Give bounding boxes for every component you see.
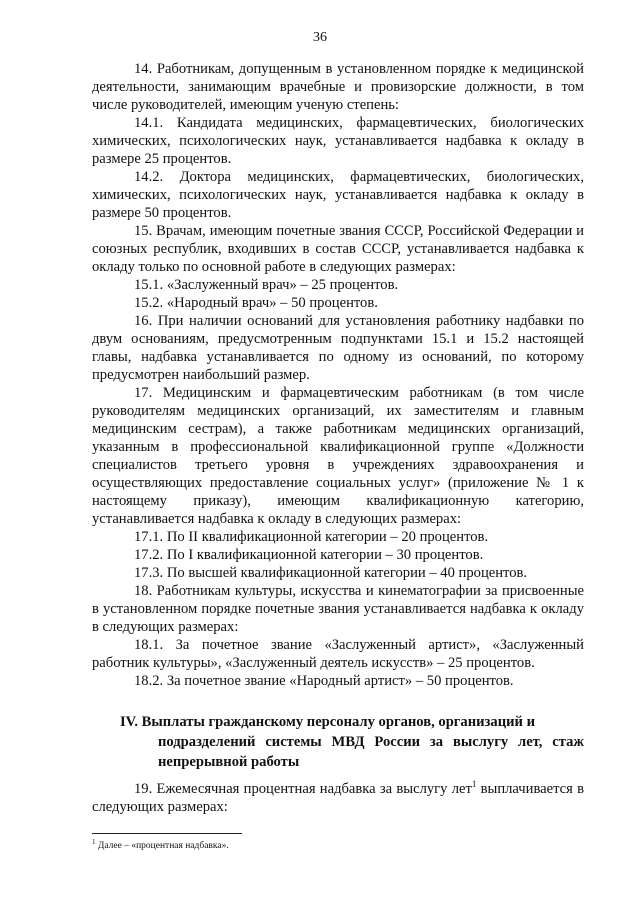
paragraph-16: 16. При наличии оснований для установления работнику надбавки по двум основаниям, предусмотренным подпунктами 15.1 и 15.2 настоящей главы, надбавка устанавливается по одному из оснований, по которому предусмотрен наибольший размер. bbox=[92, 313, 584, 383]
paragraph-17: 17. Медицинским и фармацевтическим работникам (в том числе руководителям медицинских организаций, их заместителям и главным медицинским сестрам), а также работникам медицинских организаций, указанным в профессиональной квалификационной группе «Должности специалистов третьего уровня в учреждениях здравоохранения и осуществляющих предоставление социальных услуг» (приложение № 1 к настоящему приказу), имеющим квалификационную категорию, устанавливается надбавка к окладу в следующих размерах: bbox=[92, 385, 584, 527]
paragraph-15-2: 15.2. «Народный врач» – 50 процентов. bbox=[134, 295, 378, 311]
paragraph-19-text-start: 19. Ежемесячная процентная надбавка за выслугу лет bbox=[134, 781, 472, 797]
body-text bbox=[92, 60, 584, 690]
paragraph-17-1: 17.1. По II квалификационной категории – 20 процентов. bbox=[134, 529, 489, 545]
section-heading-line2: подразделений системы МВД России за выслугу лет, стаж непрерывной работы bbox=[158, 734, 584, 770]
paragraph-15-1: 15.1. «Заслуженный врач» – 25 процентов. bbox=[134, 277, 399, 293]
footnote bbox=[92, 838, 229, 851]
paragraph-19 bbox=[92, 780, 584, 816]
footnote-marker: 1 bbox=[92, 838, 96, 846]
section-heading-line1: IV. Выплаты гражданскому персоналу органов, организаций и bbox=[120, 714, 535, 730]
footnote-text: Далее – «процентная надбавка». bbox=[95, 841, 229, 852]
paragraph-17-2: 17.2. По I квалификационной категории – 30 процентов. bbox=[134, 547, 484, 563]
paragraph-17-3: 17.3. По высшей квалификационной категории – 40 процентов. bbox=[134, 565, 528, 581]
footnote-reference[interactable]: 1 bbox=[471, 779, 477, 790]
paragraph-19-block bbox=[92, 780, 584, 816]
paragraph-19-text-end: выплачивается в следующих размерах: bbox=[92, 781, 585, 815]
paragraph-18-1: 18.1. За почетное звание «Заслуженный артист», «Заслуженный работник культуры», «Заслуженный деятель искусств» – 25 процентов. bbox=[92, 637, 584, 671]
paragraph-15: 15. Врачам, имеющим почетные звания СССР, Российской Федерации и союзных республик, входивших в состав СССР, устанавливается надбавка к окладу только по основной работе в следующих размерах: bbox=[92, 223, 584, 275]
paragraph-14-2: 14.2. Доктора медицинских, фармацевтических, биологических, химических, психологических наук, устанавливается надбавка к окладу в размере 50 процентов. bbox=[92, 169, 584, 221]
paragraph-14-1: 14.1. Кандидата медицинских, фармацевтических, биологических химических, психологических наук, устанавливается надбавка к окладу в размере 25 процентов. bbox=[92, 115, 584, 167]
paragraph-18-2: 18.2. За почетное звание «Народный артист» – 50 процентов. bbox=[134, 673, 514, 689]
section-heading bbox=[120, 712, 584, 772]
paragraph-18: 18. Работникам культуры, искусства и кинематографии за присвоенные в установленном порядке почетные звания устанавливается надбавка к окладу в следующих размерах: bbox=[92, 583, 584, 635]
footnote-divider bbox=[92, 833, 242, 834]
page-number: 36 bbox=[313, 30, 327, 45]
paragraph-14: 14. Работникам, допущенным в установленном порядке к медицинской деятельности, занимающим врачебные и провизорские должности, в том числе руководителей, имеющим ученую степень: bbox=[92, 61, 584, 113]
